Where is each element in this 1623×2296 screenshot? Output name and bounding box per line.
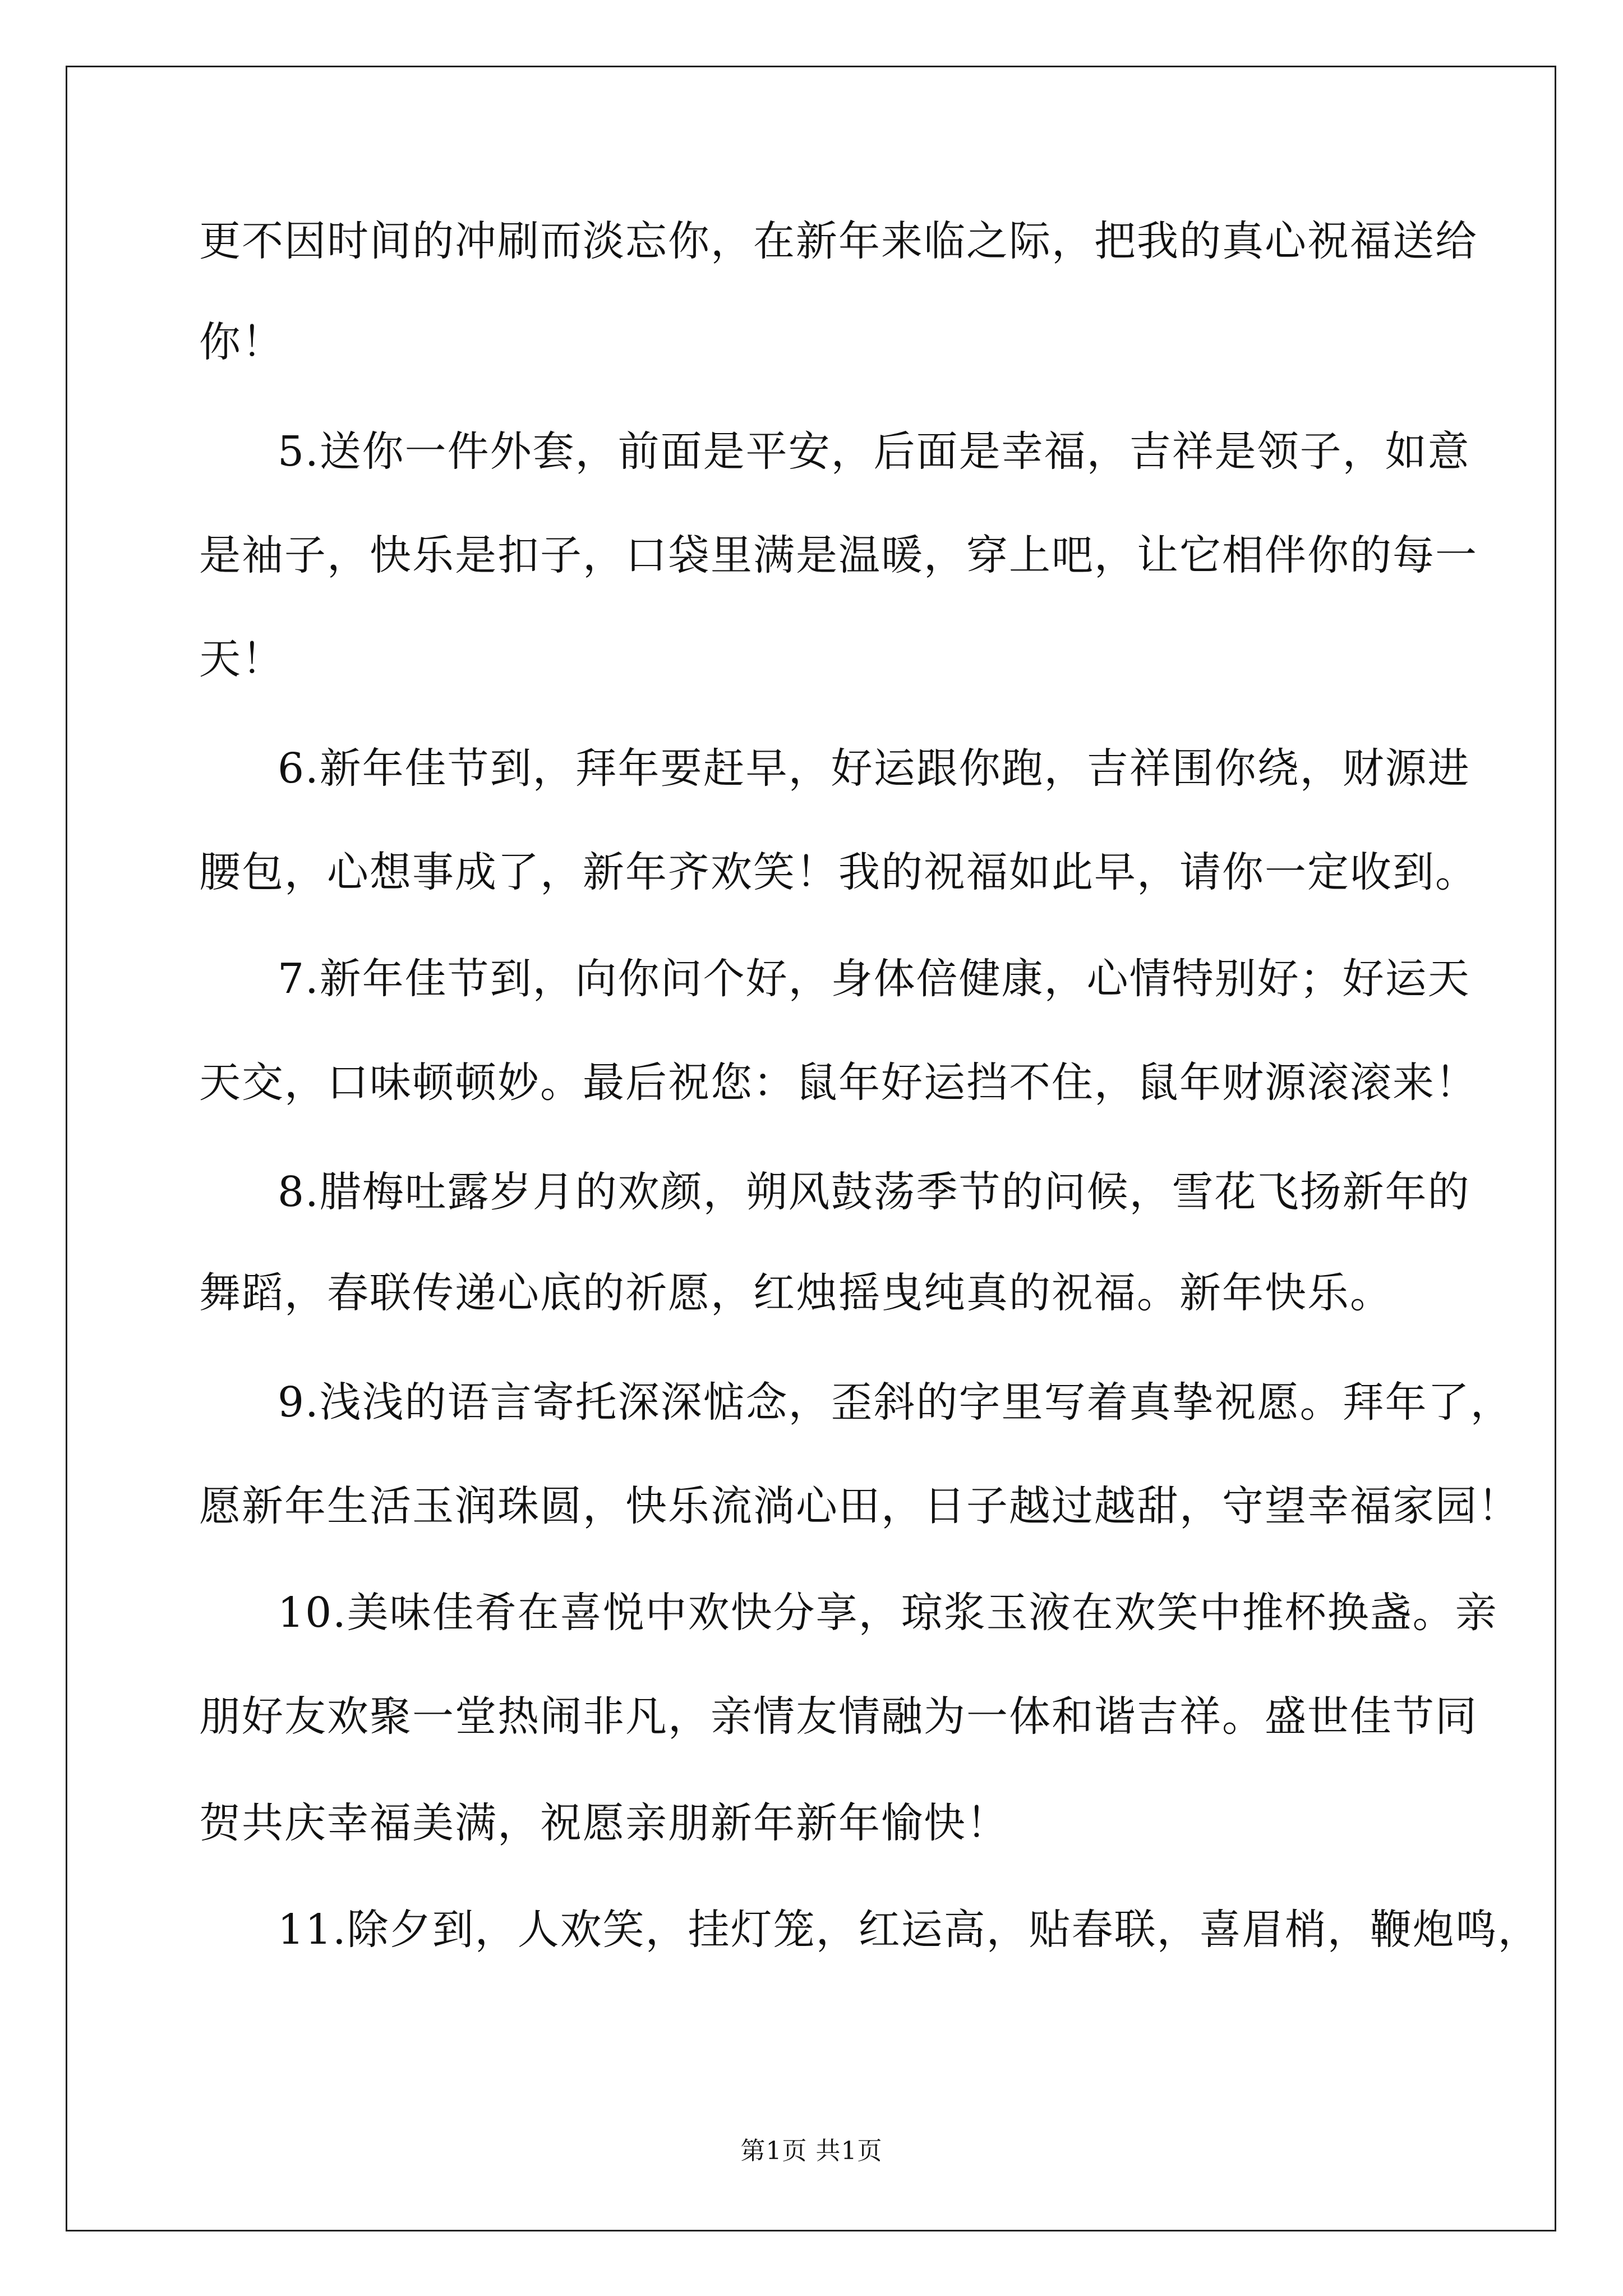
text-line: 你！ bbox=[199, 318, 284, 366]
text-line: 贺共庆幸福美满，祝愿亲朋新年新年愉快！ bbox=[199, 1799, 1009, 1847]
text-line: 5.送你一件外套，前面是平安，后面是幸福，吉祥是领子，如意 bbox=[278, 427, 1470, 476]
text-line: 7.新年佳节到，向你问个好，身体倍健康，心情特别好；好运天 bbox=[278, 955, 1470, 1003]
text-line: 朋好友欢聚一堂热闹非凡，亲情友情融为一体和谐吉祥。盛世佳节同 bbox=[199, 1692, 1478, 1741]
text-line: 天！ bbox=[199, 635, 284, 683]
text-line: 愿新年生活玉润珠圆，快乐流淌心田，日子越过越甜，守望幸福家园！ bbox=[199, 1482, 1520, 1530]
text-line: 9.浅浅的语言寄托深深惦念，歪斜的字里写着真挚祝愿。拜年了， bbox=[278, 1378, 1513, 1427]
text-line: 11.除夕到，人欢笑，挂灯笼，红运高，贴春联，喜眉梢，鞭炮鸣， bbox=[278, 1906, 1541, 1954]
text-line: 6.新年佳节到，拜年要赶早，好运跟你跑，吉祥围你绕，财源进 bbox=[278, 744, 1470, 793]
text-line: 舞蹈，春联传递心底的祈愿，红烛摇曳纯真的祝福。新年快乐。 bbox=[199, 1269, 1393, 1317]
text-line: 8.腊梅吐露岁月的欢颜，朔风鼓荡季节的问候，雪花飞扬新年的 bbox=[278, 1168, 1470, 1216]
page-footer: 第1页 共1页 bbox=[740, 2137, 883, 2165]
text-line: 是袖子，快乐是扣子，口袋里满是温暖，穿上吧，让它相伴你的每一 bbox=[199, 531, 1478, 579]
text-line: 10.美味佳肴在喜悦中欢快分享，琼浆玉液在欢笑中推杯换盏。亲 bbox=[278, 1589, 1498, 1637]
text-line: 天交，口味顿顿妙。最后祝您：鼠年好运挡不住，鼠年财源滚滚来！ bbox=[199, 1059, 1478, 1107]
text-line: 更不因时间的冲刷而淡忘你，在新年来临之际，把我的真心祝福送给 bbox=[199, 217, 1478, 265]
text-line: 腰包，心想事成了，新年齐欢笑！我的祝福如此早，请你一定收到。 bbox=[199, 848, 1478, 896]
